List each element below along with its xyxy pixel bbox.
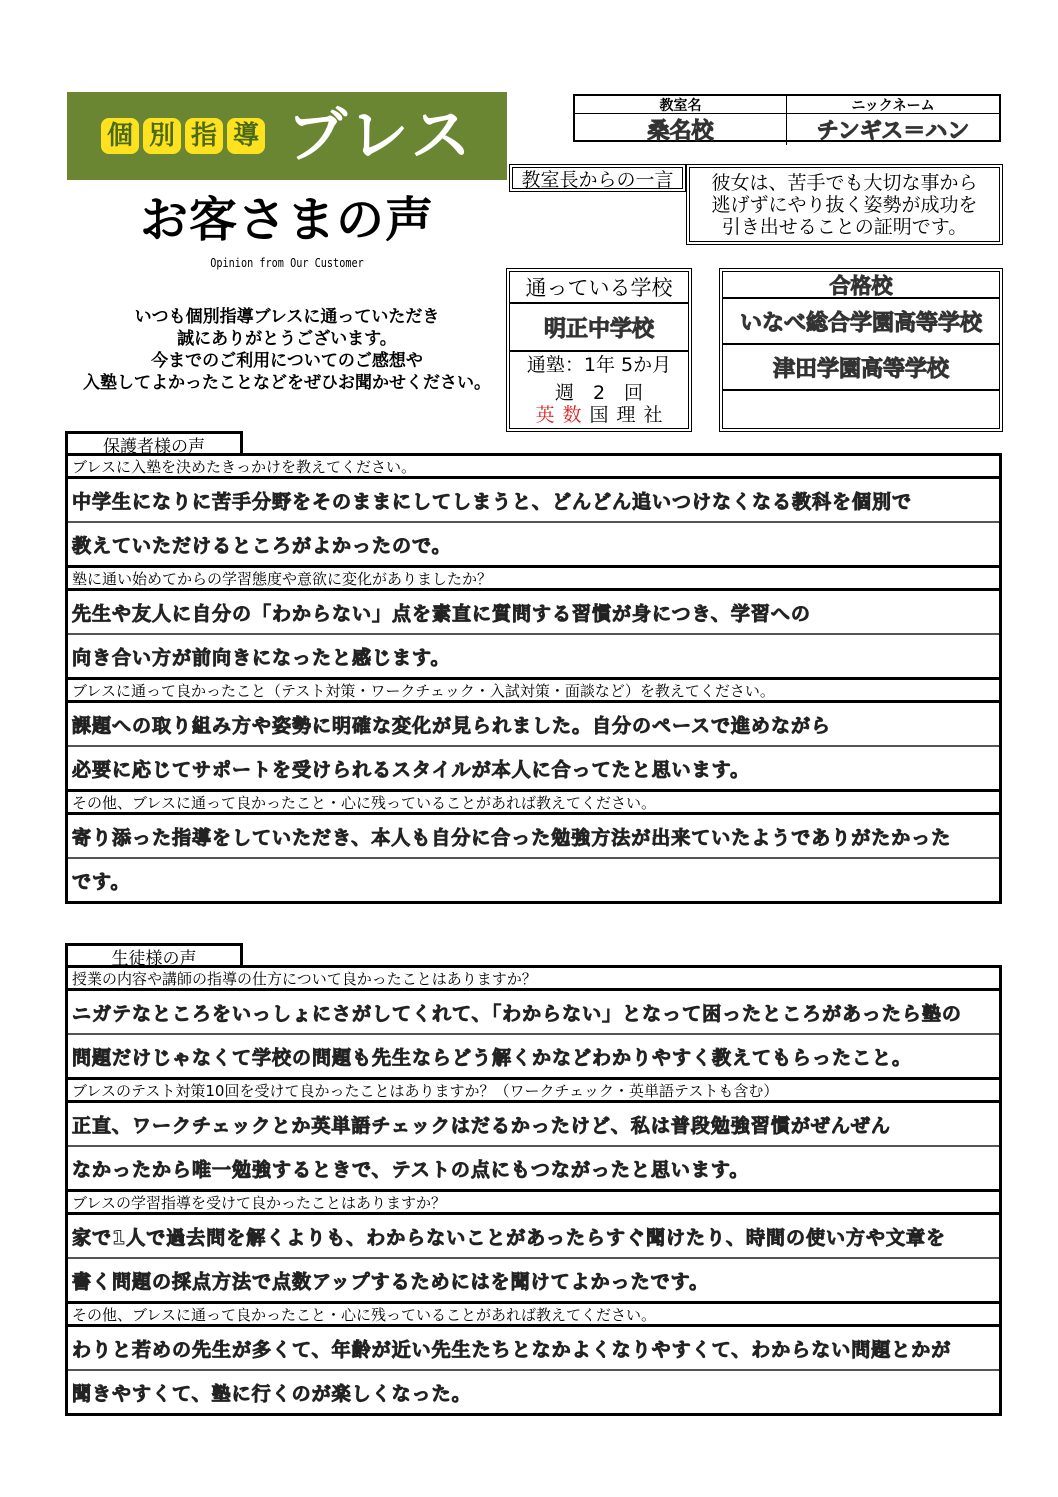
attendance-info <box>510 352 688 428</box>
answer-line: 向き合い方が前向きになったと感じます。 <box>68 635 999 680</box>
current-school-label: 通っている学校 <box>510 272 688 304</box>
subject-japanese: 国 <box>589 404 609 426</box>
info-table <box>573 94 1001 142</box>
greeting-text <box>67 306 507 394</box>
question: ブレスのテスト対策10回を受けて良かったことはありますか？（ワークチェック・英単語テストも含む） <box>68 1080 999 1103</box>
current-school-box <box>506 268 692 432</box>
answer-line: ニガテなところをいっしょにさがしてくれて、「わからない」となって困ったところがあったら塾の <box>68 991 999 1035</box>
question: ブレスに通って良かったこと（テスト対策・ワークチェック・入試対策・面談など）を教えてください。 <box>68 680 999 703</box>
classroom-label: 教室名 <box>575 96 787 114</box>
subject-math: 数 <box>562 404 582 426</box>
attendance-duration: 通塾：1年 5か月 <box>526 354 672 376</box>
greeting-line: いつも個別指導ブレスに通っていただき <box>134 307 440 327</box>
logo-kanji-2: 別 <box>143 118 181 154</box>
logo-kanji-1: 個 <box>101 118 139 154</box>
comment-line: 彼女は、苦手でも大切な事から <box>711 172 978 194</box>
logo-kanji-3: 指 <box>185 118 223 154</box>
answer-line: 必要に応じてサポートを受けられるスタイルが本人に合ってたと思います。 <box>68 747 999 792</box>
current-school-name: 明正中学校 <box>510 304 688 352</box>
comment-line: 引き出せることの証明です。 <box>721 216 968 238</box>
answer-line: わりと若めの先生が多くて、年齢が近い先生たちとなかよくなりやすくて、わからない問題とかが <box>68 1327 999 1371</box>
answer-line: 書く問題の採点方法で点数アップするためにはを聞けてよかったです。 <box>68 1259 999 1304</box>
answer-line: 正直、ワークチェックとか英単語チェックはだるかったけど、私は普段勉強習慣がぜんぜん <box>68 1103 999 1147</box>
answer-line: 聞きやすくて、塾に行くのが楽しくなった。 <box>72 1382 472 1405</box>
answer-line: です。 <box>72 870 131 893</box>
answer-line: 家で1人で過去問を解くよりも、わからないことがあったらすぐ聞けたり、時間の使い方や文章を <box>68 1215 999 1259</box>
passed-school: いなべ総合学園高等学校 <box>723 299 999 345</box>
student-section-tab: 生徒様の声 <box>65 943 243 967</box>
greeting-line: 今までのご利用についてのご感想や <box>151 351 423 371</box>
subject-social: 社 <box>643 404 663 426</box>
nickname-label: ニックネーム <box>787 96 999 114</box>
nickname-value: チンギス＝ハン <box>816 119 970 144</box>
logo-kanji-badges <box>101 118 265 154</box>
passed-schools-label: 合格校 <box>723 272 999 299</box>
answer-line: 課題への取り組み方や姿勢に明確な変化が見られました。自分のペースで進めながら <box>68 703 999 747</box>
classroom-value: 桑名校 <box>575 114 787 145</box>
subject-english: 英 <box>535 404 555 426</box>
subject-science: 理 <box>616 404 636 426</box>
greeting-line: 誠にありがとうございます。 <box>177 329 397 349</box>
page-subtitle: Opinion from Our Customer <box>210 256 364 270</box>
passed-schools-box <box>719 268 1003 432</box>
question: 塾に通い始めてからの学習態度や意欲に変化がありましたか？ <box>68 568 999 591</box>
question: その他、ブレスに通って良かったこと・心に残っていることがあれば教えてください。 <box>68 1304 999 1327</box>
manager-comment-label: 教室長からの一言 <box>509 164 686 192</box>
answer-line: 中学生になりに苦手分野をそのままにしてしまうと、どんどん追いつけなくなる教科を個別で <box>68 479 999 523</box>
answer-line: 先生や友人に自分の「わからない」点を素直に質問する習慣が身につき、学習への <box>68 591 999 635</box>
attendance-frequency: 週 2 回 <box>554 382 644 404</box>
question: 授業の内容や講師の指導の仕方について良かったことはありますか？ <box>68 968 999 991</box>
guardian-section <box>65 453 1002 904</box>
answer-line: 教えていただけるところがよかったので。 <box>68 523 999 568</box>
answer-line: 寄り添った指導をしていただき、本人も自分に合った勉強方法が出来ていたようでありがたかった <box>68 815 999 859</box>
passed-school <box>723 391 999 428</box>
guardian-section-tab: 保護者様の声 <box>65 431 243 455</box>
logo-kanji-4: 導 <box>227 118 265 154</box>
manager-comment <box>686 164 1003 245</box>
subject-list <box>531 404 666 426</box>
answer-line: なかったから唯一勉強するときで、テストの点にもつながったと思います。 <box>68 1147 999 1192</box>
question: ブレスの学習指導を受けて良かったことはありますか？ <box>68 1192 999 1215</box>
logo-brand-name: ブレス <box>287 101 475 171</box>
comment-line: 逃げずにやり抜く姿勢が成功を <box>711 194 978 216</box>
brand-logo <box>67 92 507 180</box>
page-title: お客さまの声 <box>139 192 434 248</box>
greeting-line: 入塾してよかったことなどをぜひお聞かせください。 <box>83 373 491 393</box>
student-section <box>65 965 1002 1416</box>
passed-school: 津田学園高等学校 <box>723 345 999 391</box>
question: その他、ブレスに通って良かったこと・心に残っていることがあれば教えてください。 <box>68 792 999 815</box>
question: ブレスに入塾を決めたきっかけを教えてください。 <box>68 456 999 479</box>
answer-line: 問題だけじゃなくて学校の問題も先生ならどう解くかなどわかりやすく教えてもらったこと。 <box>68 1035 999 1080</box>
